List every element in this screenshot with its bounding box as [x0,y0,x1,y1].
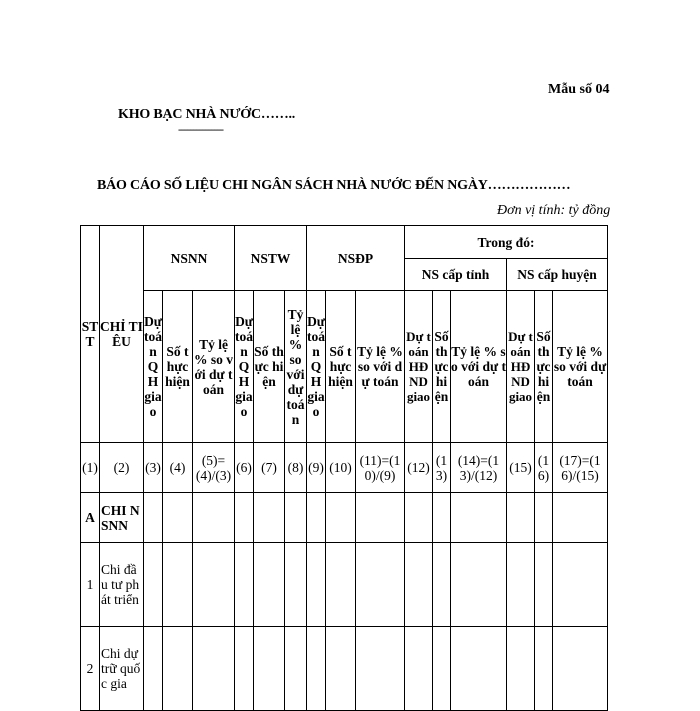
column-number: (7) [254,443,285,493]
table-row [81,543,608,627]
header-chi-tieu: CHỈ TIÊU [100,226,144,443]
header-nsnn-so-thuc-hien: Số thực hiện [163,291,193,443]
unit-label: Đơn vị tính: tỷ đồng [497,203,611,218]
row-stt: 2 [81,627,100,711]
column-number: (5)=(4)/(3) [193,443,235,493]
row-label: CHI NSNN [100,493,144,543]
header-stt: STT [81,226,100,443]
column-number: (3) [144,443,163,493]
header-nsnn-du-toan: Dự toán QH giao [144,291,163,443]
treasury-name: KHO BẠC NHÀ NƯỚC…….. [118,107,296,122]
header-nstw-so-thuc-hien: Số thực hiện [254,291,285,443]
column-number: (4) [163,443,193,493]
column-number: (17)=(16)/(15) [553,443,608,493]
column-number: (10) [326,443,356,493]
header-tinh-so-thuc-hien: Số thực hiện [433,291,451,443]
header-nstw-ty-le: Tỷ lệ % so với dự toán [285,291,307,443]
table-row [81,493,608,543]
treasury-underline: --------------- [178,122,223,136]
header-nstw: NSTW [235,226,307,291]
table-row [81,627,608,711]
row-stt: 1 [81,543,100,627]
header-nsnn-ty-le: Tỷ lệ % so với dự toán [193,291,235,443]
header-tinh-du-toan: Dự toán HĐND giao [405,291,433,443]
header-nsdp-ty-le: Tỷ lệ % so với dự toán [356,291,405,443]
header-huyen-ty-le: Tỷ lệ % so với dự toán [553,291,608,443]
column-number: (2) [100,443,144,493]
header-nstw-du-toan: Dự toán QH giao [235,291,254,443]
header-nsdp-du-toan: Dự toán QH giao [307,291,326,443]
column-number: (14)=(13)/(12) [451,443,507,493]
form-number: Mẫu số 04 [548,82,610,97]
header-nsnn: NSNN [144,226,235,291]
header-ns-cap-tinh: NS cấp tỉnh [405,259,507,291]
row-stt: A [81,493,100,543]
report-title: BÁO CÁO SỐ LIỆU CHI NGÂN SÁCH NHÀ NƯỚC ĐẾN NGÀY……………… [97,178,571,193]
column-number: (1) [81,443,100,493]
column-number: (9) [307,443,326,493]
header-ns-cap-huyen: NS cấp huyện [507,259,608,291]
column-number: (11)=(10)/(9) [356,443,405,493]
header-trong-do: Trong đó: [405,226,608,259]
column-number: (8) [285,443,307,493]
report-table [80,225,608,711]
column-number: (6) [235,443,254,493]
column-number: (13) [433,443,451,493]
header-huyen-du-toan: Dự toán HĐND giao [507,291,535,443]
row-label: Chi dự trữ quốc gia [100,627,144,711]
row-label: Chi đầu tư phát triển [100,543,144,627]
column-number: (15) [507,443,535,493]
column-number: (12) [405,443,433,493]
header-nsdp-so-thuc-hien: Số thực hiện [326,291,356,443]
header-huyen-so-thuc-hien: Số thực hiện [535,291,553,443]
column-number: (16) [535,443,553,493]
header-nsdp: NSĐP [307,226,405,291]
header-tinh-ty-le: Tỷ lệ % so với dự toán [451,291,507,443]
